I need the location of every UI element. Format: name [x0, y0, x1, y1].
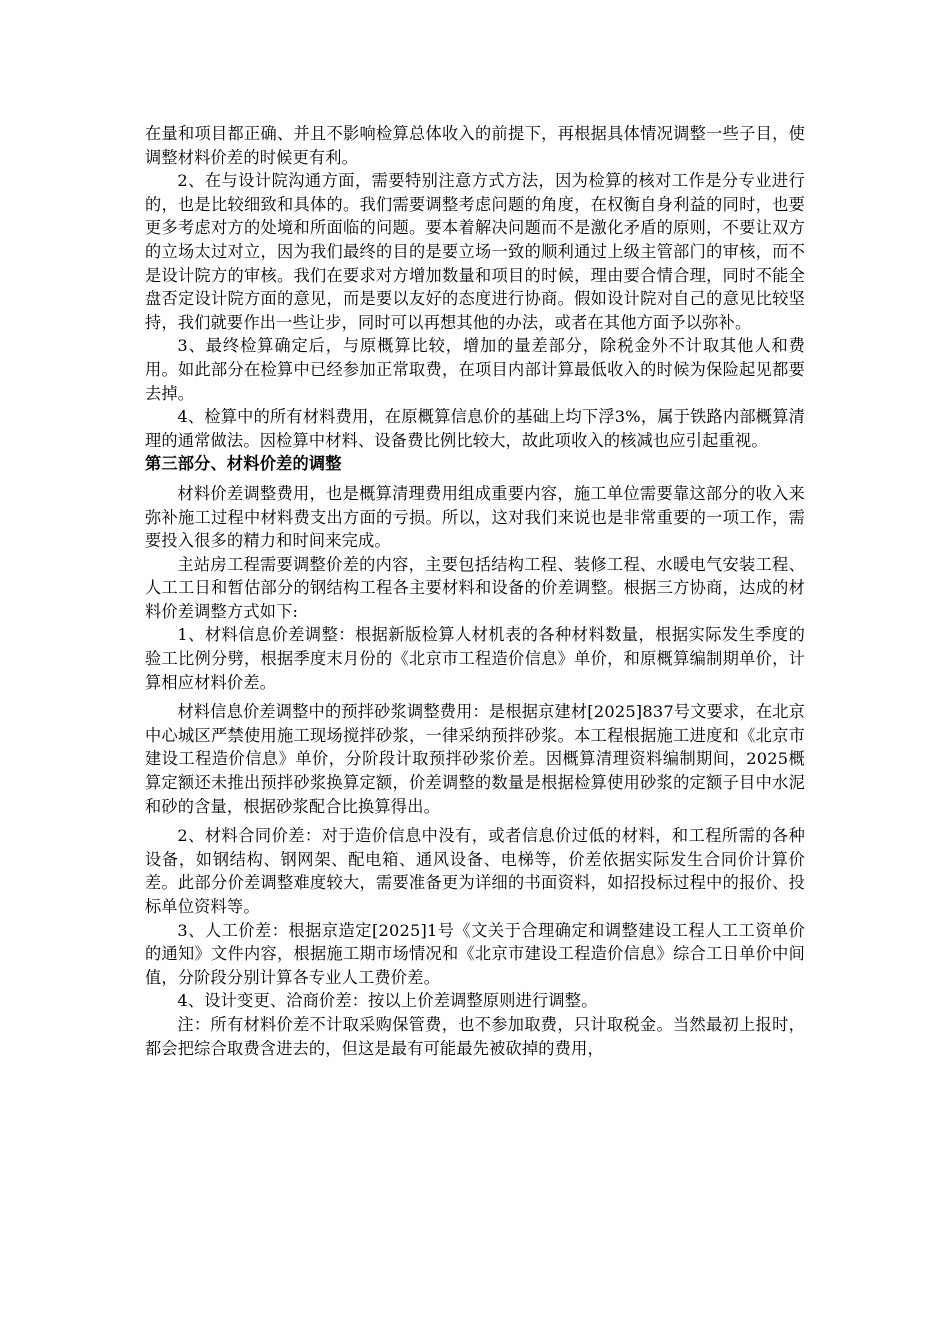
- paragraph-item-2: 2、在与设计院沟通方面，需要特别注意方式方法，因为检算的核对工作是分专业进行的，也是比较细致和具体的。我们需要调整考虑问题的角度，在权衡自身利益的同时，也要更多考虑对方的处境和所面临的问题。要本着解决问题而不是激化矛盾的原则，不要让双方的立场太过对立，因为我们最终的目的是要立场一致的顺利通过上级主管部门的审核，而不是设计院方的审核。我们在要求对方增加数量和项目的时候，理由要合情合理，同时不能全盘否定设计院方面的意见，而是要以友好的态度进行协商。假如设计院对自己的意见比较坚持，我们就要作出一些让步，同时可以再想其他的办法，或者在其他方面予以弥补。: [145, 171, 805, 332]
- paragraph-contract-price: 2、材料合同价差：对于造价信息中没有，或者信息价过低的材料，和工程所需的各种设备，如钢结构、钢网架、配电箱、通风设备、电梯等，价差依据实际发生合同价计算价差。此部分价差调整难度较大，需要准备更为详细的书面资料，如招投标过程中的报价、投标单位资料等。: [145, 826, 805, 916]
- paragraph-item-4: 4、检算中的所有材料费用，在原概算信息价的基础上均下浮3%，属于铁路内部概算清理的通常做法。因检算中材料、设备费比例比较大，故此项收入的核减也应引起重视。: [145, 407, 805, 450]
- paragraph-scope: 主站房工程需要调整价差的内容，主要包括结构工程、装修工程、水暖电气安装工程、人工工日和暂估部分的钢结构工程各主要材料和设备的价差调整。根据三方协商，达成的材料价差调整方式如下:: [145, 554, 805, 621]
- paragraph-continuation: 在量和项目都正确、并且不影响检算总体收入的前提下，再根据具体情况调整一些子目，使调整材料价差的时候更有利。: [145, 124, 805, 167]
- paragraph-labor-price: 3、人工价差：根据京造定[2025]1号《文关于合理确定和调整建设工程人工工资单价的通知》文件内容，根据施工期市场情况和《北京市建设工程造价信息》综合工日单价中间值，分阶段分别计算各专业人工费价差。: [145, 920, 805, 987]
- paragraph-intro: 材料价差调整费用，也是概算清理费用组成重要内容，施工单位需要靠这部分的收入来弥补施工过程中材料费支出方面的亏损。所以，这对我们来说也是非常重要的一项工作，需要投入很多的精力和时间来完成。: [145, 483, 805, 551]
- paragraph-change-price: 4、设计变更、洽商价差：按以上价差调整原则进行调整。: [177, 991, 598, 1011]
- paragraph-mortar: 材料信息价差调整中的预拌砂浆调整费用：是根据京建材[2025]837号文要求，在北京中心城区严禁使用施工现场搅拌砂浆，一律采纳预拌砂浆。本工程根据施工进度和《北京市建设工程造价信息》单价，分阶段计取预拌砂浆价差。因概算清理资料编制期间，2025概算定额还未推出预拌砂浆换算定额，价差调整的数量是根据检算使用砂浆的定额子目中水泥和砂的含量，根据砂浆配合比换算得出。: [145, 702, 805, 816]
- paragraph-item-3: 3、最终检算确定后，与原概算比较，增加的量差部分，除税金外不计取其他人和费用。如此部分在检算中已经参加正常取费，在项目内部计算最低收入的时候为保险起见都要去掉。: [145, 336, 805, 403]
- document-page: [145, 122, 805, 1060]
- paragraph-note: 注：所有材料价差不计取采购保管费，也不参加取费，只计取税金。当然最初上报时，都会把综合取费含进去的，但这是最有可能最先被砍掉的费用，: [145, 1014, 805, 1058]
- paragraph-info-price: 1、材料信息价差调整：根据新版检算人材机表的各种材料数量，根据实际发生季度的验工比例分劈，根据季度末月份的《北京市工程造价信息》单价，和原概算编制期单价，计算相应材料价差。: [145, 625, 805, 692]
- section-heading: 第三部分、材料价差的调整: [145, 454, 342, 474]
